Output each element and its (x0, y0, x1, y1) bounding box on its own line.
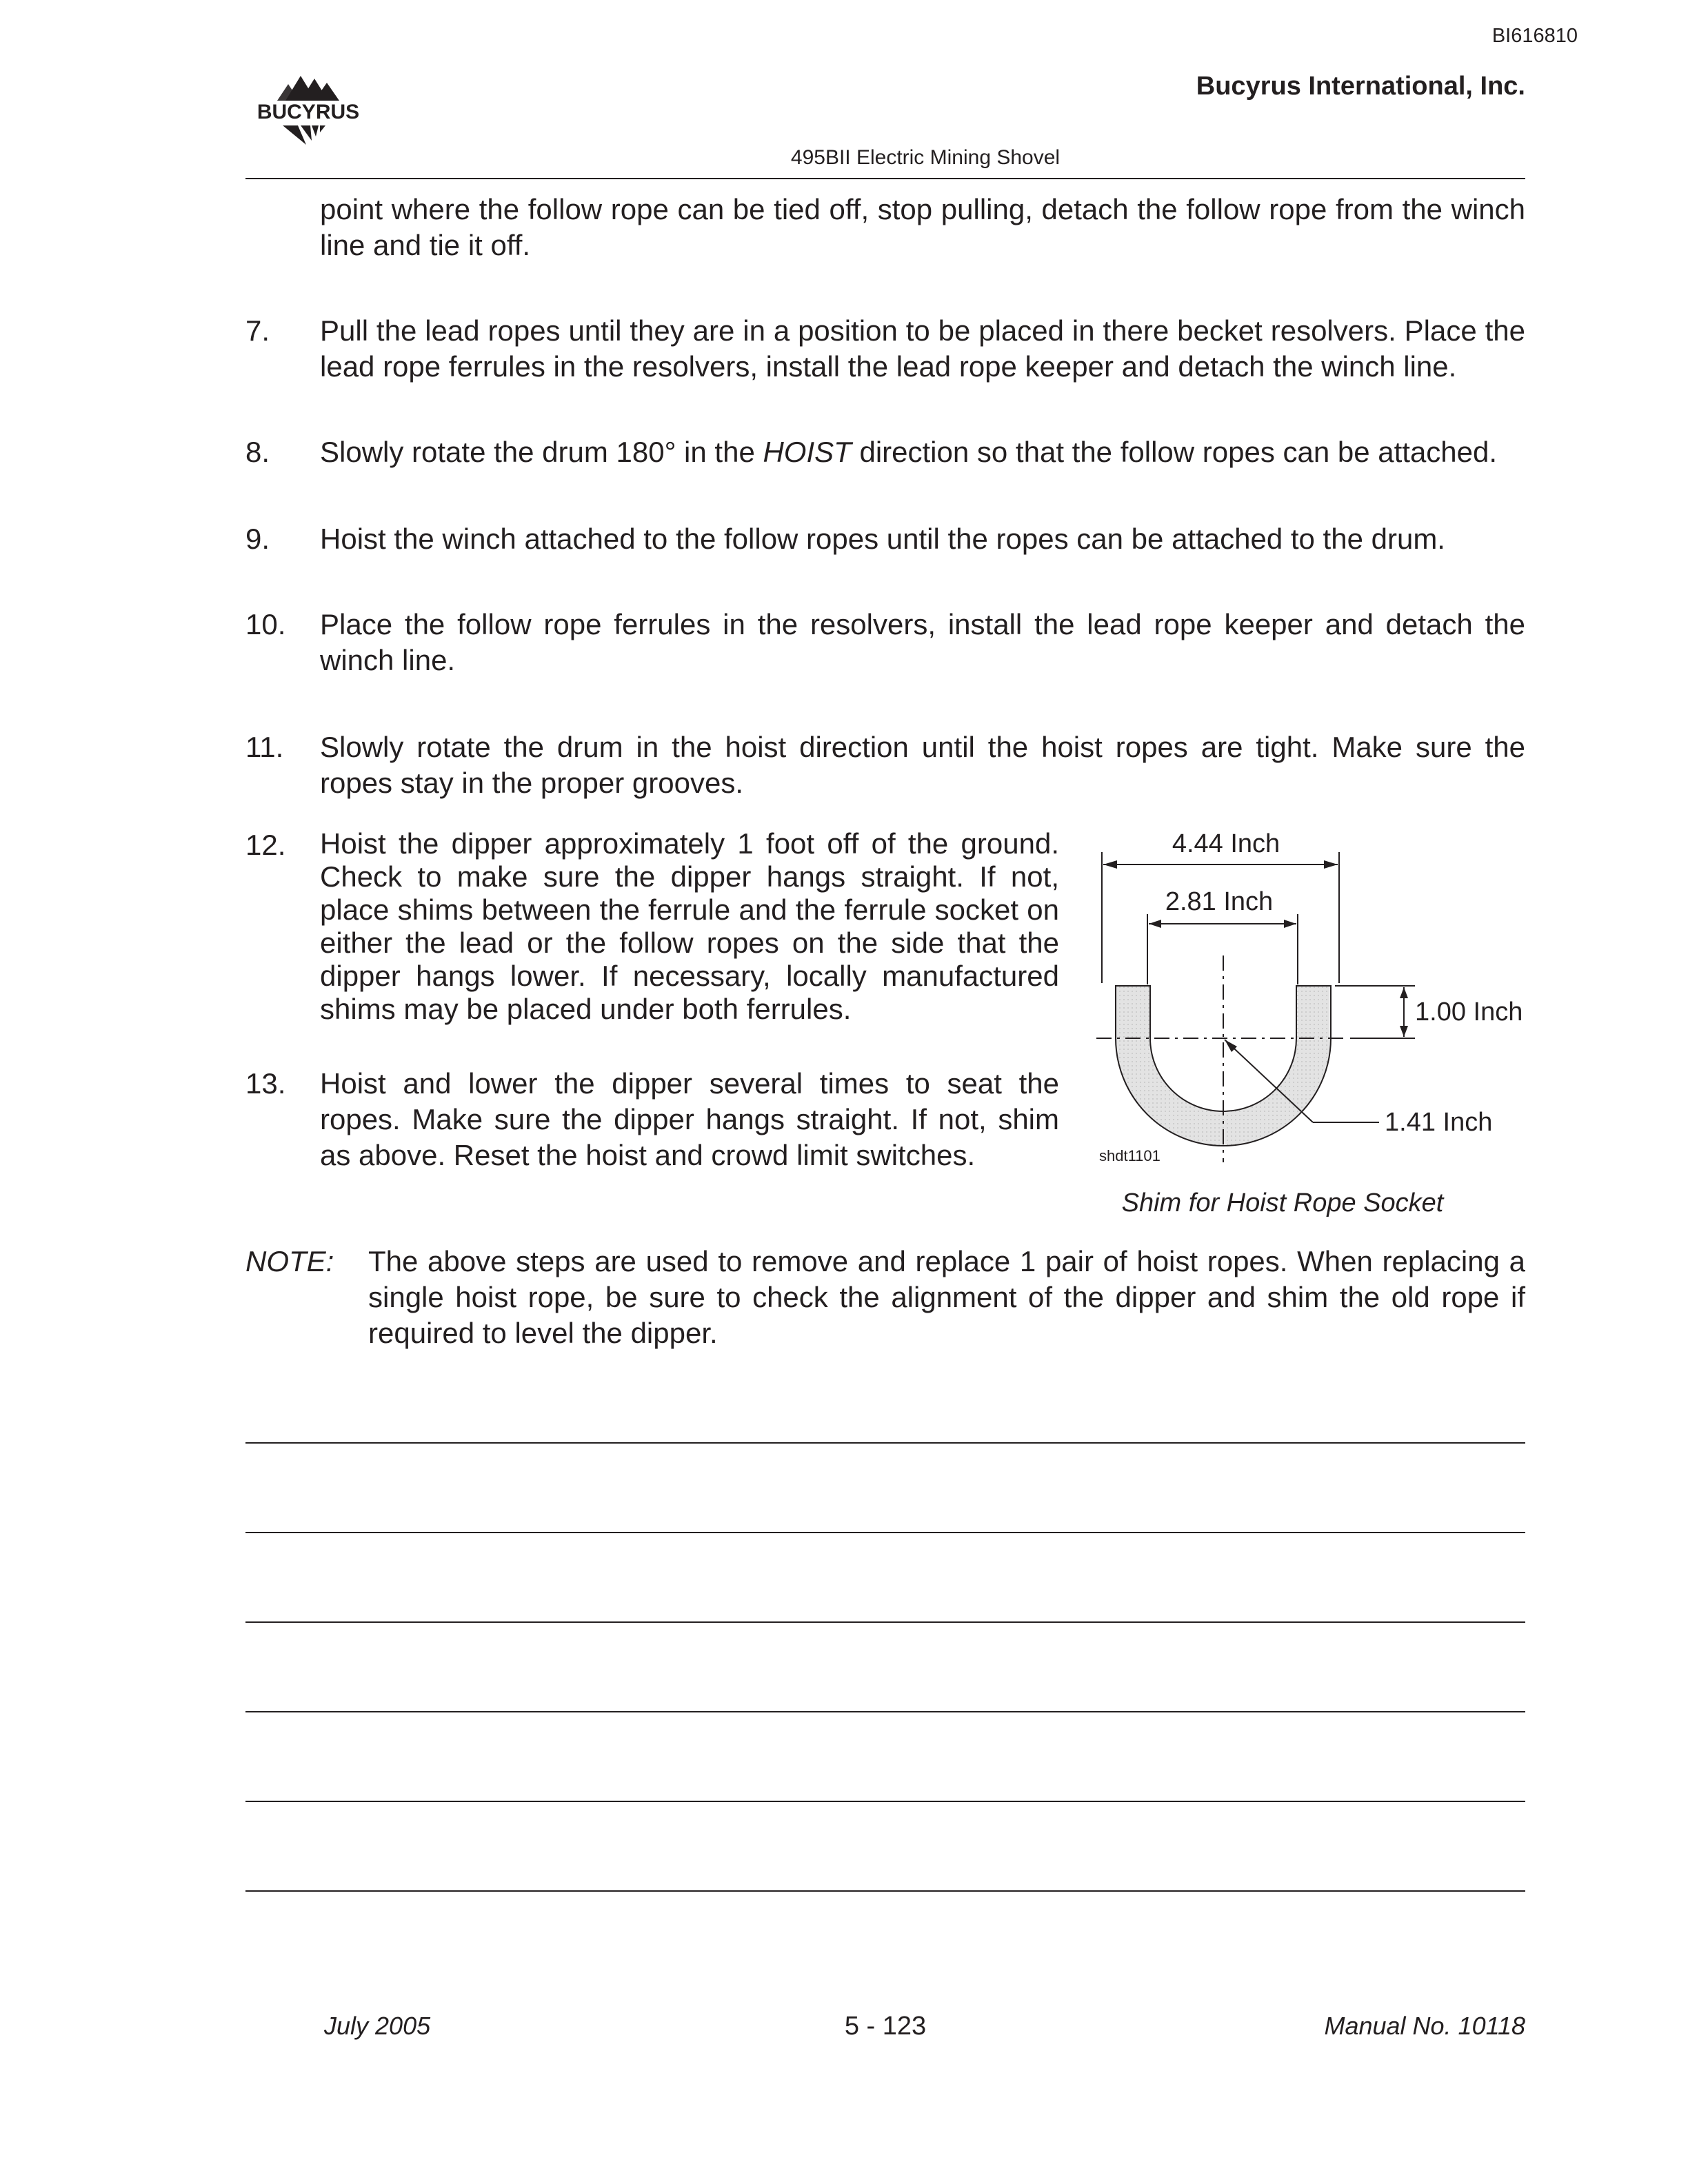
dim-outer-label: 4.44 Inch (1172, 829, 1280, 858)
step-13-text: Hoist and lower the dipper several times to seat the ropes. Make sure the dipper hangs straight. If not, shim as above. Reset the hoist and crowd limit switches. (320, 1067, 1059, 1171)
step-8-text-before: Slowly rotate the drum 180° in the (320, 436, 763, 468)
note-text: The above steps are used to remove and replace 1 pair of hoist ropes. When replacing a single hoist rope, be sure to check the alignment of the dipper and shim the old rope if required to level the dipper. (368, 1245, 1525, 1349)
bucyrus-logo (243, 69, 374, 150)
shim-diagram (1089, 825, 1545, 1183)
step-7-number: 7. (245, 314, 270, 347)
step-11-number: 11. (245, 731, 284, 763)
step-9-text: Hoist the winch attached to the follow ropes until the ropes can be attached to the drum. (320, 523, 1445, 555)
step-8-emphasis: HOIST (763, 436, 852, 468)
figure-id: shdt1101 (1099, 1147, 1160, 1164)
step-10-number: 10. (245, 608, 286, 640)
dim-inner-label: 2.81 Inch (1165, 887, 1274, 916)
notes-line (245, 1621, 1525, 1623)
step-8-number: 8. (245, 436, 270, 468)
figure-caption: Shim for Hoist Rope Socket (1121, 1189, 1444, 1217)
dim-height-label: 1.00 Inch (1415, 998, 1523, 1027)
document-id: BI616810 (1491, 25, 1578, 47)
step-8-text (320, 434, 1525, 470)
footer-page-number: 5 - 123 (844, 2012, 927, 2041)
notes-line (245, 1711, 1525, 1712)
company-name: Bucyrus International, Inc. (1196, 72, 1525, 101)
notes-line (245, 1532, 1525, 1533)
header-rule (245, 178, 1525, 179)
notes-line (245, 1442, 1525, 1444)
step-9-number: 9. (245, 523, 270, 555)
continuation-paragraph: point where the follow rope can be tied off, stop pulling, detach the follow rope from the winch line and tie it off. (320, 193, 1525, 261)
note-label: NOTE: (245, 1245, 334, 1277)
step-11-text: Slowly rotate the drum in the hoist direction until the hoist ropes are tight. Make sure the ropes stay in the proper grooves. (320, 731, 1525, 799)
footer-date: July 2005 (324, 2012, 431, 2040)
svg-text:BUCYRUS: BUCYRUS (257, 101, 360, 123)
step-8-text-after: direction so that the follow ropes can be attached. (851, 436, 1498, 468)
step-7-text: Pull the lead ropes until they are in a position to be placed in there becket resolvers. Place the lead rope ferrules in the resolvers, install the lead rope keeper and detach the winch line. (320, 314, 1525, 383)
dim-radius-label: 1.41 Inch (1385, 1108, 1493, 1137)
step-12-number: 12. (245, 829, 286, 861)
step-12-text: Hoist the dipper approximately 1 foot off of the ground. Check to make sure the dipper hangs straight. If not, place shims between the ferrule and the ferrule socket on either the lead or the follow ropes on the side that the dipper hangs lower. If necessary, locally manufactured shims may be placed under both ferrules. (320, 827, 1059, 1025)
notes-line (245, 1801, 1525, 1802)
step-10-text: Place the follow rope ferrules in the resolvers, install the lead rope keeper and detach the winch line. (320, 608, 1525, 676)
step-13-number: 13. (245, 1067, 286, 1100)
footer-manual-number: Manual No. 10118 (1324, 2012, 1525, 2040)
header-product-title: 495BII Electric Mining Shovel (790, 146, 1061, 169)
notes-line (245, 1890, 1525, 1892)
